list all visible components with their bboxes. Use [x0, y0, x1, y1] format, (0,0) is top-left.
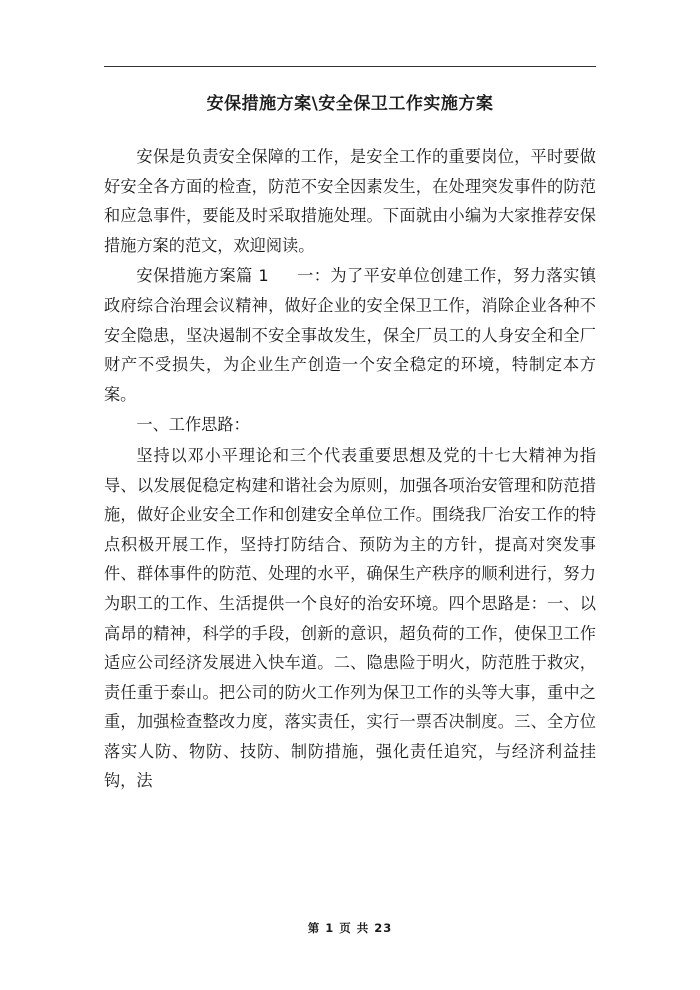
document-body	[104, 142, 596, 796]
page-footer: 第 1 页 共 23	[307, 921, 393, 935]
section-label: 安保措施方案篇 1	[136, 266, 269, 286]
intro-paragraph: 安保是负责安全保障的工作，是安全工作的重要岗位，平时要做好安全各方面的检查，防范不安全因素发生，在处理突发事件的防范和应急事件，要能及时采取措施处理。下面就由小编为大家推荐安保措施方案的范文，欢迎阅读。	[104, 147, 596, 255]
work-ideas-paragraph: 坚持以邓小平理论和三个代表重要思想及党的十七大精神为指导、以发展促稳定构建和谐社会为原则，加强各项治安管理和防范措施，做好企业安全工作和创建安全单位工作。围绕我厂治安工作的特点积极开展工作，坚持打防结合、预防为主的方针，提高对突发事件、群体事件的防范、处理的水平，确保生产秩序的顺利进行，努力为职工的工作、生活提供一个良好的治安环境。四个思路是：一、以高昂的精神，科学的手段，创新的意识，超负荷的工作，使保卫工作适应公司经济发展进入快车道。二、隐患险于明火，防范胜于救灾，责任重于泰山。把公司的防火工作列为保卫工作的头等大事，重中之重，加强检查整改力度，落实责任，实行一票否决制度。三、全方位落实人防、物防、技防、制防措施，强化责任追究，与经济利益挂钩，法	[104, 445, 596, 791]
header-rule	[104, 66, 596, 67]
document-title: 安保措施方案\安全保卫工作实施方案	[206, 94, 494, 114]
section-paragraph-text: 一：为了平安单位创建工作，努力落实镇政府综合治理会议精神，做好企业的安全保卫工作，消除企业各种不安全隐患，坚决遏制不安全事故发生，保全厂员工的人身安全和全厂财产不受损失，为企业生产创造一个安全稳定的环境，特制定本方案。	[104, 266, 597, 404]
heading-work-ideas: 一、工作思路：	[136, 415, 250, 435]
section-paragraph	[104, 261, 596, 409]
